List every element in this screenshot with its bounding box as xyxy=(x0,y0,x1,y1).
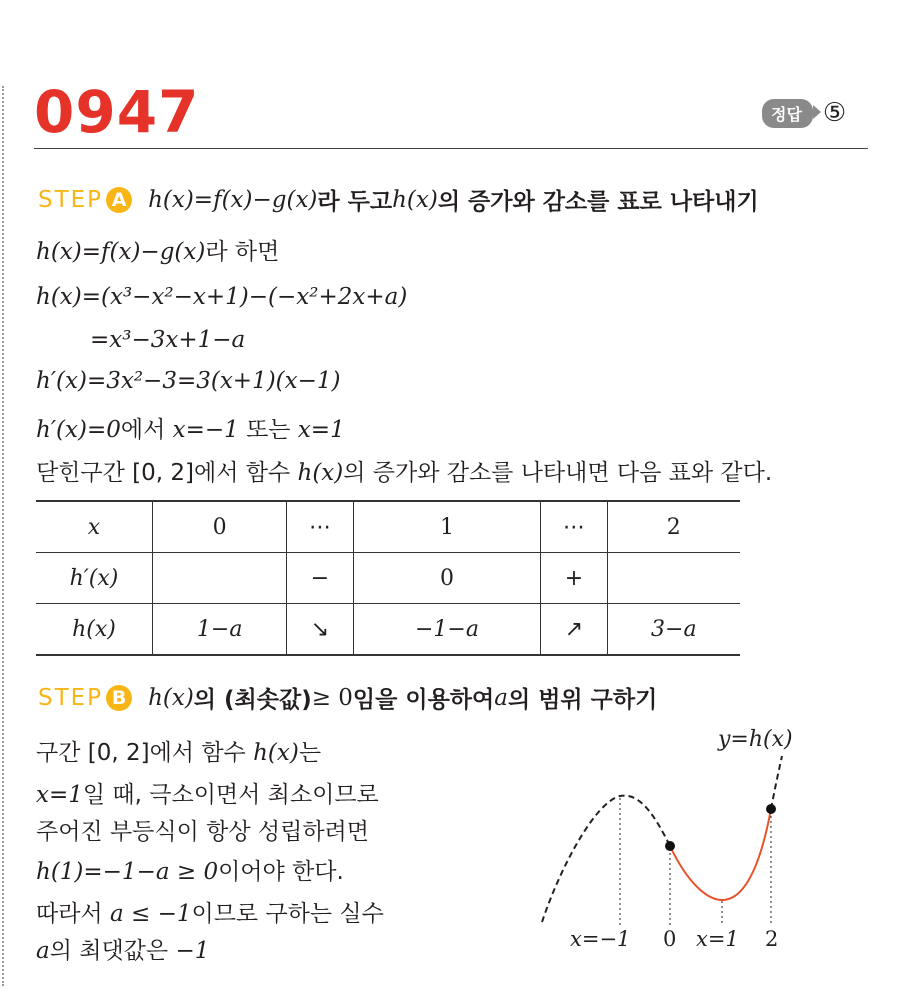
step-a-text2: 의 증가와 감소를 표로 나타내기 xyxy=(437,189,759,215)
explain-line-3 xyxy=(36,813,369,846)
increase-arrow: ↗ xyxy=(541,604,607,656)
step-a-heading xyxy=(38,183,759,216)
table-cell: h′(x) xyxy=(36,553,153,604)
cubic-graph xyxy=(520,718,840,968)
table-cell: + xyxy=(541,553,607,604)
step-b-math3: a xyxy=(494,684,508,711)
solution-line-3 xyxy=(90,327,245,353)
table-cell: 1−a xyxy=(153,604,287,656)
explain-2-math: x=1 xyxy=(36,782,83,808)
explain-line-6 xyxy=(36,932,209,965)
table-header-cell: 0 xyxy=(153,501,287,553)
explain-6-text1: 의 최댓값은 xyxy=(49,938,176,964)
line-5-math2: x=−1 xyxy=(172,417,239,443)
curve-label: y=h(x) xyxy=(718,727,793,752)
line-5-text2: 또는 xyxy=(238,417,298,443)
step-b-heading xyxy=(38,681,657,714)
explain-6-math: a xyxy=(36,938,50,964)
line-4-math: h′(x)=3x²−3=3(x+1)(x−1) xyxy=(36,368,341,394)
point-at-x-2 xyxy=(766,804,776,814)
table-header-cell: ⋯ xyxy=(541,501,607,553)
line-6-text1: 닫힌구간 [0, 2]에서 함수 xyxy=(36,460,298,486)
step-b-math1: h(x) xyxy=(148,684,194,711)
solution-line-4 xyxy=(36,368,341,394)
explain-5-math: a ≤ −1 xyxy=(109,901,192,927)
table-cell: −1−a xyxy=(353,604,541,656)
step-a-label: STEP xyxy=(38,186,104,213)
line-3-math: =x³−3x+1−a xyxy=(90,327,246,353)
table-cell: − xyxy=(287,553,353,604)
table-header-cell: 2 xyxy=(607,501,740,553)
step-b-text1: 의 (최솟값) xyxy=(193,687,312,713)
table-header-cell: 1 xyxy=(353,501,541,553)
explain-line-5 xyxy=(36,895,384,928)
solution-line-6 xyxy=(36,454,772,487)
curve-left-dashed xyxy=(542,796,670,922)
table-row-function xyxy=(36,604,740,656)
table-cell: 3−a xyxy=(607,604,740,656)
line-6-text2: 의 증가와 감소를 나타내면 다음 표와 같다. xyxy=(343,460,773,486)
curve-right-dashed xyxy=(771,756,782,809)
line-5-text1: 에서 xyxy=(120,417,173,443)
step-a-math2: h(x) xyxy=(392,186,438,213)
table-cell xyxy=(153,553,287,604)
explain-line-1 xyxy=(36,734,321,767)
explain-4-math: h(1)=−1−a ≥ 0 xyxy=(36,859,219,885)
header-divider xyxy=(34,148,868,149)
margin-dotted-line xyxy=(2,86,4,986)
table-header-cell: ⋯ xyxy=(287,501,353,553)
explain-2-text: 일 때, 극소이면서 최소이므로 xyxy=(82,782,379,808)
line-5-math3: x=1 xyxy=(297,417,345,443)
line-6-math: h(x) xyxy=(297,460,344,486)
step-a-text1: 라 두고 xyxy=(317,189,393,215)
answer-label: 정답 xyxy=(762,99,813,128)
step-b-text2: 임을 이용하여 xyxy=(352,687,495,713)
step-a-badge: A xyxy=(106,187,132,213)
solution-line-5 xyxy=(36,411,345,444)
curve-highlighted-segment xyxy=(670,809,771,900)
solution-line-2 xyxy=(36,284,407,310)
step-b-badge: B xyxy=(106,685,132,711)
explain-6-math2: −1 xyxy=(175,938,210,964)
line-5-math1: h′(x)=0 xyxy=(36,417,121,443)
step-a-math1: h(x)=f(x)−g(x) xyxy=(148,186,318,213)
line-2-math: h(x)=(x³−x²−x+1)−(−x²+2x+a) xyxy=(36,284,408,310)
explain-1-text1: 구간 [0, 2]에서 함수 xyxy=(36,740,254,766)
x-label-0: 0 xyxy=(663,927,677,951)
step-b-math2: ≥ 0 xyxy=(311,684,353,711)
explain-1-math: h(x) xyxy=(253,740,299,766)
step-b-text3: 의 범위 구하기 xyxy=(507,687,658,713)
table-cell: h(x) xyxy=(36,604,153,656)
answer-value: ⑤ xyxy=(822,98,847,128)
explain-5-text2: 이므로 구하는 실수 xyxy=(191,901,384,927)
variation-table xyxy=(36,500,740,656)
table-row-x xyxy=(36,501,740,553)
table-cell xyxy=(607,553,740,604)
explain-4-text: 이어야 한다. xyxy=(218,859,344,885)
x-label-1: x=1 xyxy=(696,927,739,951)
table-row-derivative xyxy=(36,553,740,604)
x-label-minus-1: x=−1 xyxy=(570,927,631,951)
table-header-cell: x xyxy=(36,501,153,553)
x-label-2: 2 xyxy=(765,927,779,951)
explain-3-text: 주어진 부등식이 항상 성립하려면 xyxy=(36,819,369,845)
problem-number: 0947 xyxy=(34,78,200,146)
solution-line-1 xyxy=(36,233,279,266)
decrease-arrow: ↘ xyxy=(287,604,353,656)
explain-line-4 xyxy=(36,853,344,886)
point-at-x-0 xyxy=(665,841,675,851)
explain-line-2 xyxy=(36,776,379,809)
answer-box xyxy=(762,98,846,128)
explain-1-text2: 는 xyxy=(298,740,322,766)
explain-5-text1: 따라서 xyxy=(36,901,110,927)
table-cell: 0 xyxy=(353,553,541,604)
line-1-math: h(x)=f(x)−g(x) xyxy=(36,239,206,265)
step-b-label: STEP xyxy=(38,684,104,711)
line-1-text: 라 하면 xyxy=(205,239,280,265)
